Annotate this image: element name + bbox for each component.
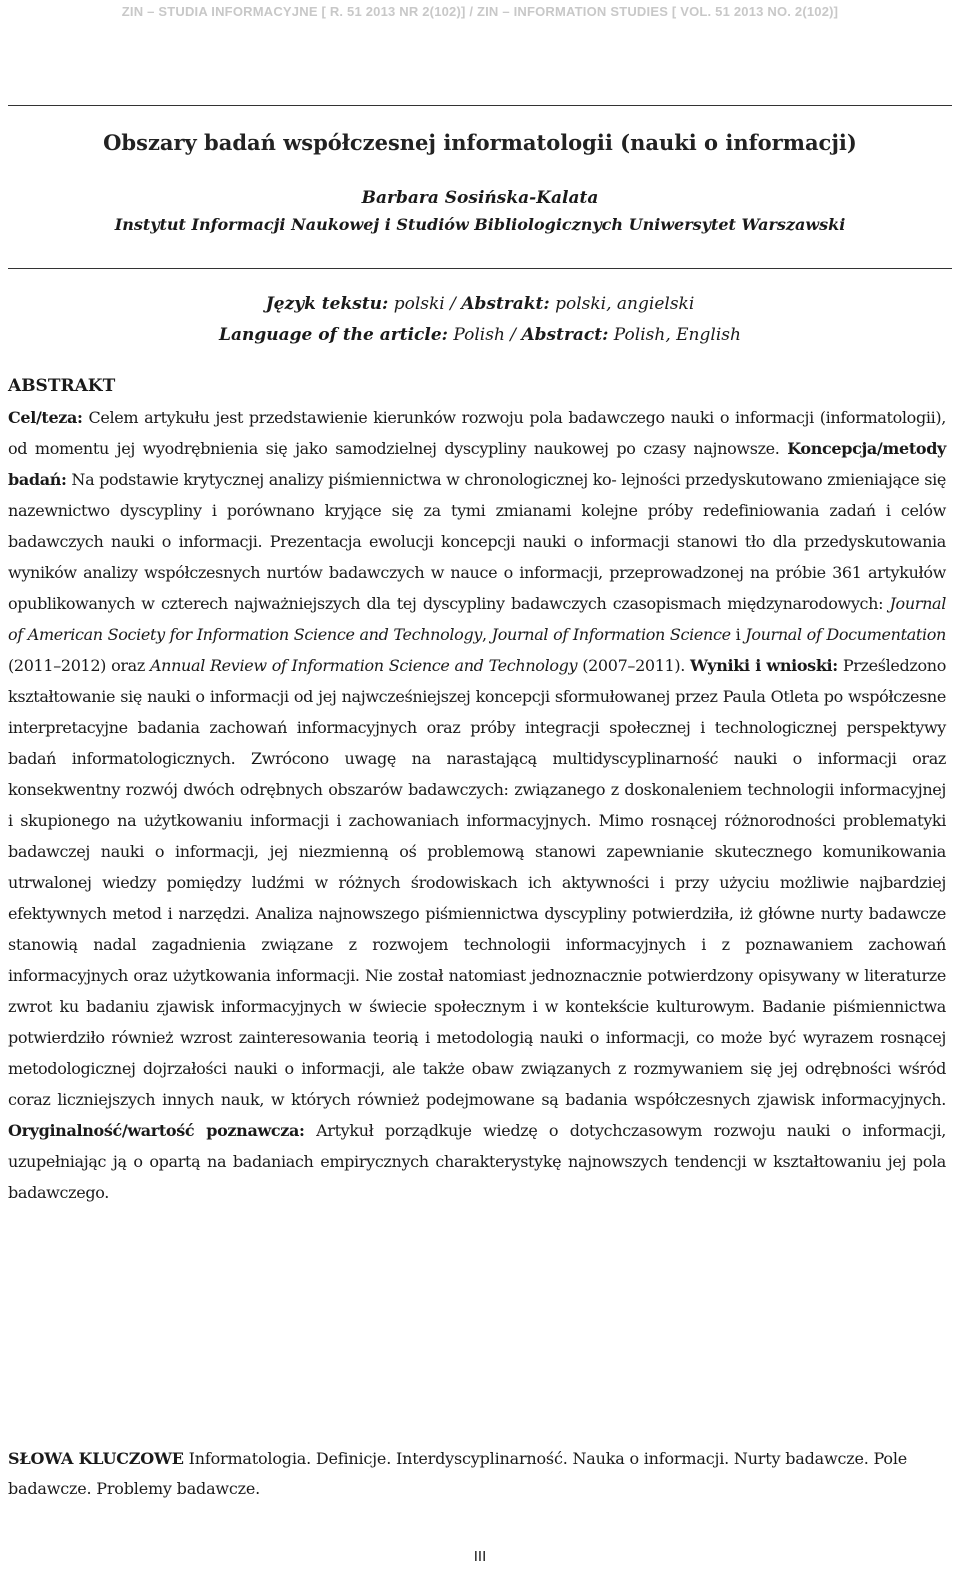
results-label: Wyniki i wnioski: [690, 656, 838, 675]
method-text: Na podstawie krytycznej analizy piśmiennictwa w chronologicznej ko- lejności przedyskutowano zmieniające się nazewnictwo dyscypliny i porównano kryjące się za tymi zmianami kolejne próby redefiniowania zadań i celów badawczych nauki o informacji. Prezentacja ewolucji koncepcji nauki o informacji stanowi tło dla przedyskutowania wyników analizy współczesnych nurtów badawczych w nauce o informacji, przeprowadzonej na próbie 361 artykułów opublikowanych w czterech najważniejszych dla tej dyscypliny badawczych czasopismach międzynarodowych: [8, 470, 946, 613]
text-language-value-pl: polski / [388, 294, 462, 314]
method-text: (2011–2012) oraz [8, 656, 150, 675]
keywords-label: SŁOWA KLUCZOWE [8, 1449, 184, 1468]
goal-text: Celem artykułu jest przedstawienie kierunków rozwoju pola badawczego nauki o informacji (informatologii), od momentu jej wyodrębnienia się jako samodzielnej dyscypliny naukowej po czasy najnowsze. [8, 408, 946, 458]
originality-label: Oryginalność/wartość poznawcza: [8, 1121, 305, 1140]
separator: , [482, 625, 492, 644]
method-label: Koncepcja/metody badań: [8, 439, 946, 489]
abstract-body [8, 402, 946, 1208]
abstract-language-label-en: Abstract: [521, 325, 609, 345]
method-text: (2007–2011). [577, 656, 691, 675]
author-affiliation: Instytut Informacji Naukowej i Studiów Bibliologicznych Uniwersytet Warszawski [114, 215, 846, 234]
journal-title: Journal of Information Science [491, 625, 731, 644]
top-rule [8, 105, 952, 106]
language-line-en [0, 325, 960, 345]
originality-text: Artykuł porządkuje wiedzę o dotychczasowym rozwoju nauki o informacji, uzupełniając ją o opartą na badaniach empirycznych charakterystykę najnowszych tendencji w kształtowaniu jej pola badawczego. [8, 1121, 946, 1202]
text-language-value-en: Polish / [447, 325, 522, 345]
goal-label: Cel/teza: [8, 408, 83, 427]
journal-title: Journal of Documentation [745, 625, 946, 644]
separator: i [730, 625, 746, 644]
keywords [8, 1444, 946, 1504]
abstract-language-value-en: Polish, English [608, 325, 741, 345]
journal-title: Journal of American Society for Information Science and Technology [8, 594, 946, 644]
keywords-text: Informatologia. Definicje. Interdyscyplinarność. Nauka o informacji. Nurty badawcze. Pole badawcze. Problemy badawcze. [8, 1449, 908, 1498]
abstract-language-value-pl: polski, angielski [549, 294, 695, 314]
text-language-label-en: Language of the article: [219, 325, 448, 345]
abstract-language-label-pl: Abstrakt: [461, 294, 550, 314]
results-text: Prześledzono kształtowanie się nauki o informacji od jej najwcześniejszej koncepcji sformułowanej przez Paula Otleta po współczesne interpretacyjne badania zachowań informacyjnych oraz próby integracji społecznej i technologicznej perspektywy badań informatologicznych. Zwrócono uwagę na narastającą multidyscyplinarność nauki o informacji oraz konsekwentny rozwój dwóch odrębnych obszarów badawczych: związanego z doskonaleniem technologii informacyjnej i skupionego na użytkowaniu informacji i zachowaniach informacyjnych. Mimo rosnącej różnorodności problematyki badawczej nauki o informacji, jej niezmienną oś problemową stanowi zapewnianie skutecznego komunikowania utrwalonej wiedzy pomiędzy ludźmi w różnych środowiskach ich aktywności i przy użyciu możliwie najbardziej efektywnych metod i narzędzi. Analiza najnowszego piśmiennictwa dyscypliny potwierdziła, iż główne nurty badawcze stanowią nadal zagadnienia związane z rozwojem technologii informacyjnych i z poznawaniem zachowań informacyjnych oraz użytkowania informacji. Nie został natomiast jednoznacznie potwierdzony opisywany w literaturze zwrot ku badaniu zjawisk informacyjnych w świecie społecznym i w kontekście kulturowym. Badanie piśmiennictwa potwierdziło również wzrost zainteresowania teorią i metodologią nauki o informacji, co może być wyrazem rosnącej metodologicznej dojrzałości nauki o informacji, ale także obaw związanych z rozmywaniem się jej odrębności wśród coraz liczniejszych innych nauk, w których również podejmowane są badania współczesnych zjawisk informacyjnych. [8, 656, 946, 1109]
journal-title: Annual Review of Information Science and Technology [149, 656, 578, 675]
abstract-heading: ABSTRAKT [8, 376, 116, 396]
text-language-label-pl: Język tekstu: [265, 294, 389, 314]
article-title: Obszary badań współczesnej informatologii (nauki o informacji) [103, 130, 857, 155]
running-header: ZIN – STUDIA INFORMACYJNE [ R. 51 2013 NR 2(102)] / ZIN – INFORMATION STUDIES [ VOL. 51 2013 NO. 2(102)] [121, 4, 839, 19]
page-number: III [473, 1548, 487, 1565]
language-line-pl [0, 294, 960, 314]
middle-rule [8, 268, 952, 269]
article-author: Barbara Sosińska-Kalata [361, 188, 599, 208]
